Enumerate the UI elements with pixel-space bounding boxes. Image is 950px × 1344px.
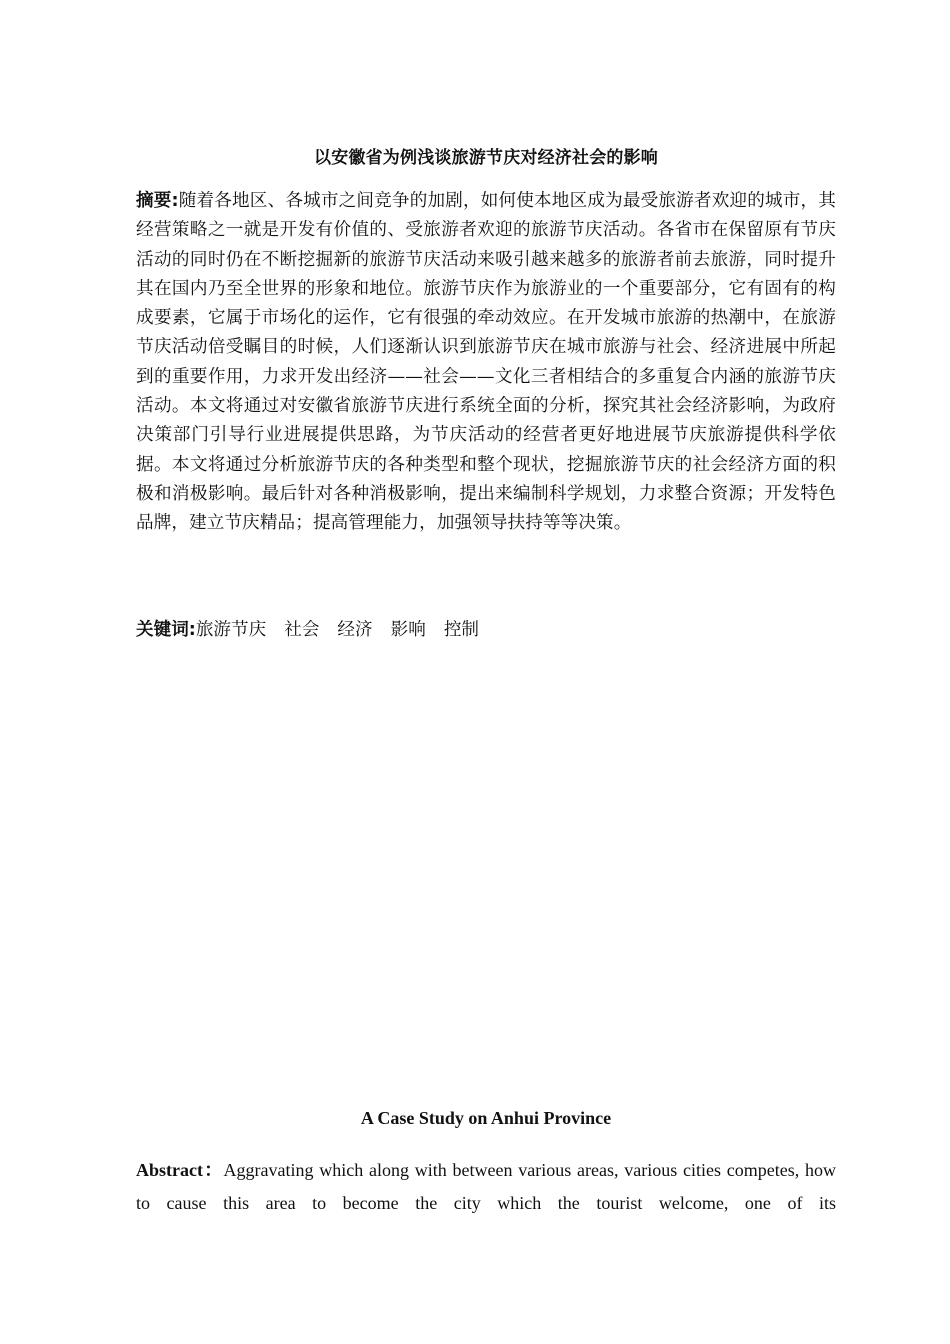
keyword: 旅游节庆	[195, 620, 267, 640]
chinese-keywords	[136, 617, 836, 643]
english-abstract-label: Abstract：	[136, 1160, 224, 1180]
chinese-abstract	[136, 187, 836, 539]
chinese-keywords-label: 关键词:	[136, 620, 196, 640]
english-abstract	[136, 1154, 836, 1220]
chinese-abstract-text: 随着各地区、各城市之间竞争的加剧，如何使本地区成为最受旅游者欢迎的城市，其经营策略之一就是开发有价值的、受旅游者欢迎的旅游节庆活动。各省市在保留原有节庆活动的同时仍在不断挖掘新的旅游节庆活动来吸引越来越多的旅游者前去旅游，同时提升其在国内乃至全世界的形象和地位。旅游节庆作为旅游业的一个重要部分，它有固有的构成要素，它属于市场化的运作，它有很强的牵动效应。在开发城市旅游的热潮中，在旅游节庆活动倍受瞩目的时候，人们逐渐认识到旅游节庆在城市旅游与社会、经济进展中所起到的重要作用，力求开发出经济——社会——文化三者相结合的多重复合内涵的旅游节庆活动。本文将通过对安徽省旅游节庆进行系统全面的分析，探究其社会经济影响，为政府决策部门引导行业进展提供思路，为节庆活动的经营者更好地进展节庆旅游提供科学依据。本文将通过分析旅游节庆的各种类型和整个现状，挖掘旅游节庆的社会经济方面的积极和消极影响。最后针对各种消极影响，提出来编制科学规划，力求整合资源；开发特色品牌，建立节庆精品；提高管理能力，加强领导扶持等等决策。	[136, 191, 836, 534]
chinese-abstract-label: 摘要:	[136, 191, 179, 211]
english-abstract-text: Aggravating which along with between various areas, various cities competes, how to cause this area to become the city which the tourist welcome, one of its	[136, 1160, 836, 1213]
chinese-title: 以安徽省为例浅谈旅游节庆对经济社会的影响	[314, 148, 658, 168]
english-title: A Case Study on Anhui Province	[360, 1108, 612, 1128]
keyword: 社会	[284, 620, 320, 640]
keyword: 影响	[390, 620, 426, 640]
keyword: 控制	[443, 620, 480, 640]
keyword: 经济	[337, 620, 373, 640]
